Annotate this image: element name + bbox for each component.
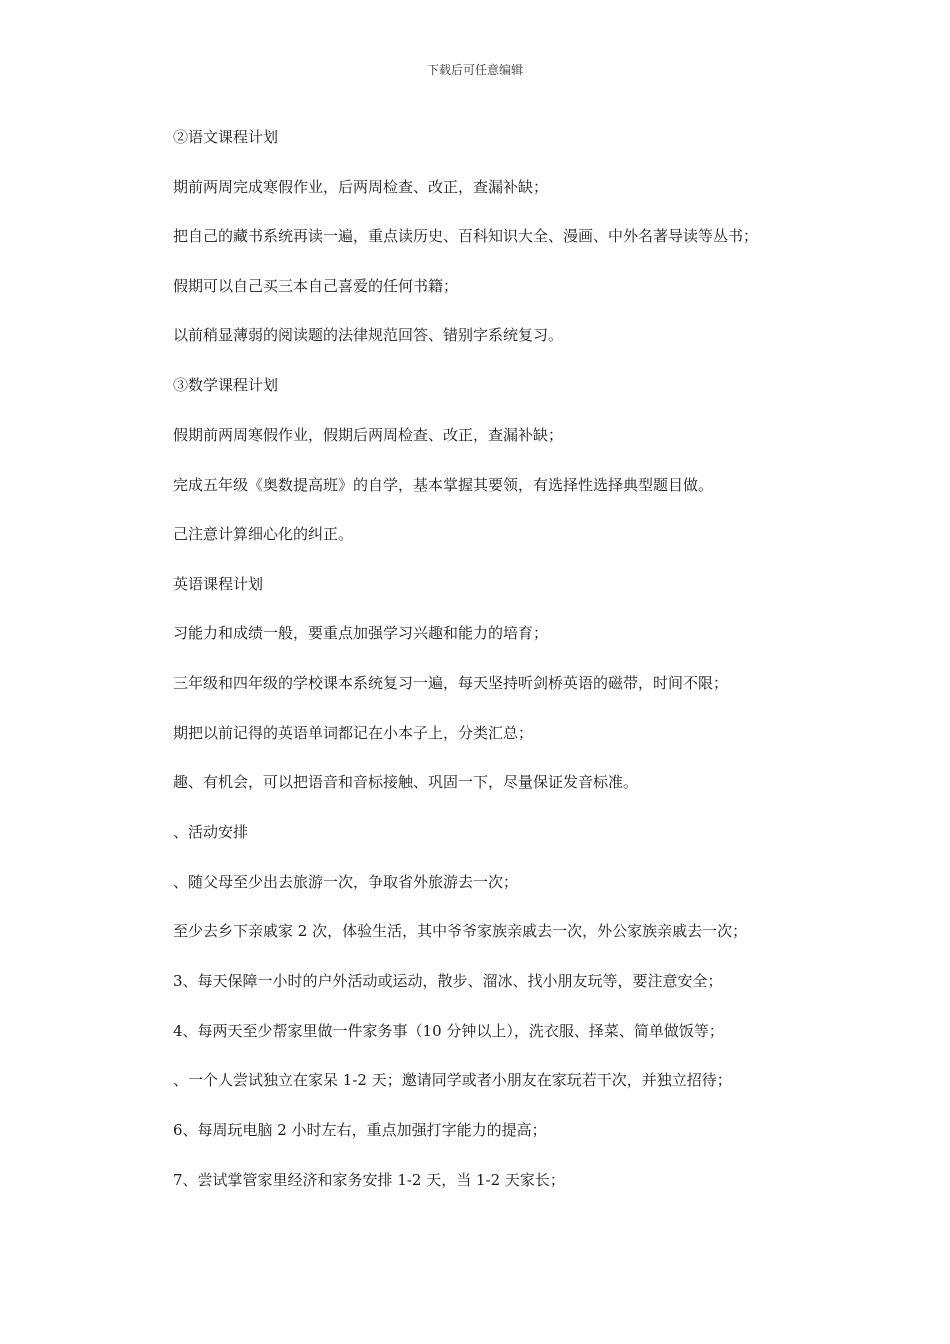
- text-line: 、一个人尝试独立在家呆 1-2 天；邀请同学或者小朋友在家玩若干次，并独立招待；: [173, 1071, 732, 1089]
- text-line: 7、尝试掌管家里经济和家务安排 1-2 天，当 1-2 天家长；: [173, 1171, 565, 1189]
- text-line: 三年级和四年级的学校课本系统复习一遍，每天坚持听剑桥英语的磁带，时间不限；: [173, 674, 729, 692]
- text-line: 6、每周玩电脑 2 小时左右，重点加强打字能力的提高；: [173, 1121, 547, 1139]
- text-line: 、随父母至少出去旅游一次，争取省外旅游去一次；: [173, 873, 519, 891]
- text-line: 趣、有机会，可以把语音和音标接触、巩固一下，尽量保证发音标准。: [173, 773, 639, 791]
- text-line: 期把以前记得的英语单词都记在小本子上，分类汇总；: [173, 724, 534, 742]
- text-line: 己注意计算细心化的纠正。: [173, 525, 354, 543]
- text-line: 以前稍显薄弱的阅读题的法律规范回答、错别字系统复习。: [173, 326, 564, 344]
- text-line: 至少去乡下亲戚家 2 次，体验生活，其中爷爷家族亲戚去一次，外公家族亲戚去一次；: [173, 922, 748, 940]
- page-header-note: 下载后可任意编辑: [426, 63, 523, 77]
- text-line: ②语文课程计划: [173, 128, 279, 146]
- text-line: 假期可以自己买三本自己喜爱的任何书籍；: [173, 277, 459, 295]
- text-line: 英语课程计划: [173, 575, 264, 593]
- text-line: 4、每两天至少帮家里做一件家务事（10 分钟以上），洗衣服、择菜、简单做饭等；: [173, 1022, 724, 1040]
- text-line: 、活动安排: [173, 823, 249, 841]
- text-line: 3、每天保障一小时的户外活动或运动，散步、溜冰、找小朋友玩等，要注意安全；: [173, 972, 723, 990]
- text-line: 完成五年级《奥数提高班》的自学，基本掌握其要领，有选择性选择典型题目做。: [173, 476, 714, 494]
- text-line: 假期前两周寒假作业，假期后两周检查、改正，查漏补缺；: [173, 426, 564, 444]
- text-line: 把自己的藏书系统再读一遍，重点读历史、百科知识大全、漫画、中外名著导读等丛书；: [173, 227, 759, 245]
- text-line: ③数学课程计划: [173, 376, 279, 394]
- text-line: 习能力和成绩一般，要重点加强学习兴趣和能力的培育；: [173, 624, 549, 642]
- text-line: 期前两周完成寒假作业，后两周检查、改正，查漏补缺；: [173, 178, 549, 196]
